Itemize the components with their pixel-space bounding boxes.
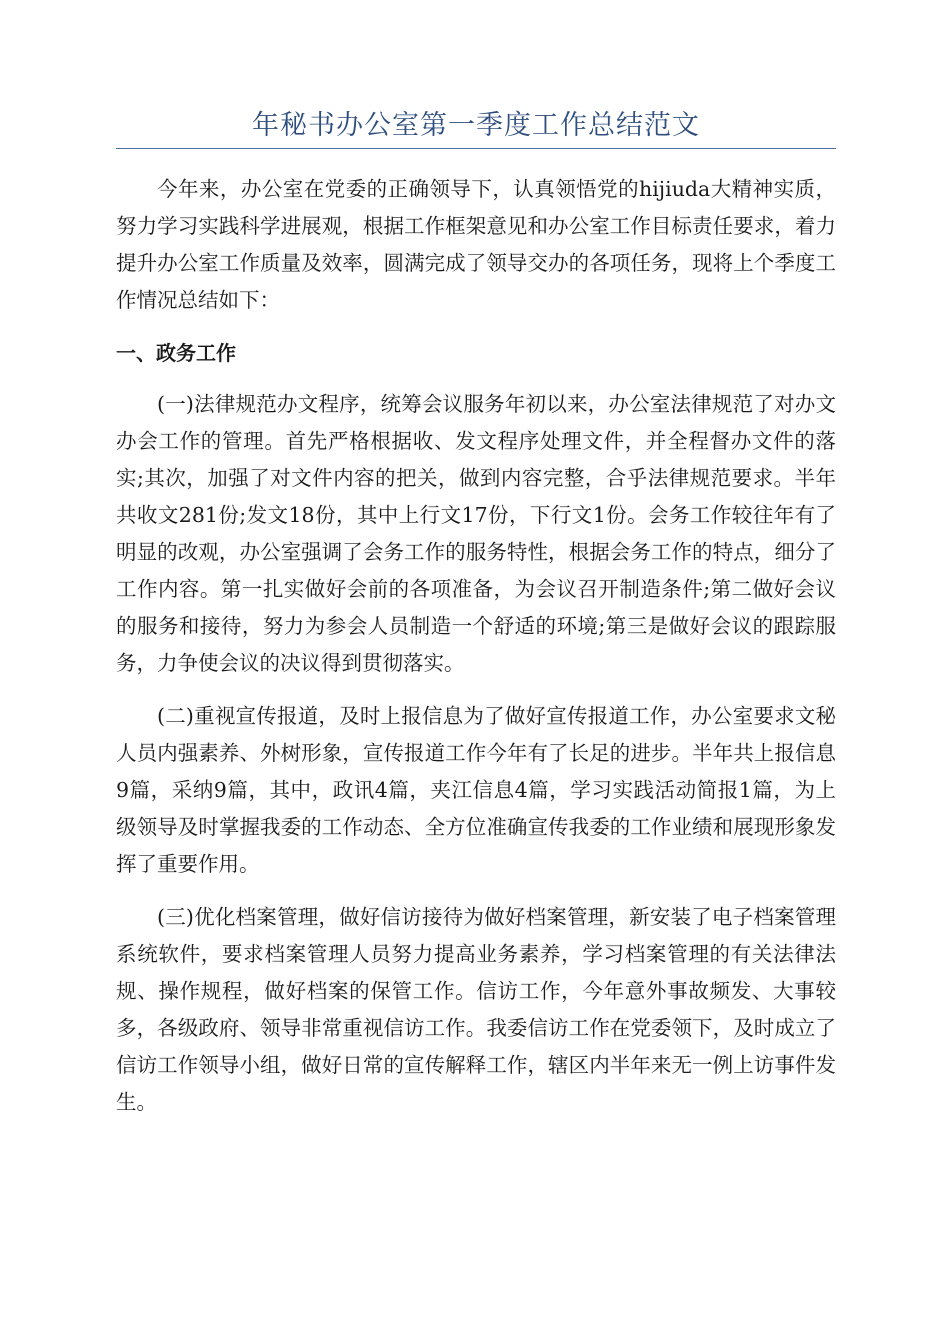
section-heading: 一、政务工作 <box>116 341 236 365</box>
document-page <box>116 108 836 1137</box>
paragraph-2: (二)重视宣传报道，及时上报信息为了做好宣传报道工作，办公室要求文秘人员内强素养、外树形象，宣传报道工作今年有了长足的进步。半年共上报信息9篇，采纳9篇，其中，政讯4篇，夹江信息4篇，学习实践活动简报1篇，为上级领导及时掌握我委的工作动态、全方位准确宣传我委的工作业绩和展现形象发挥了重要作用。 <box>116 704 836 876</box>
intro-paragraph: 今年来，办公室在党委的正确领导下，认真领悟党的hijiuda大精神实质，努力学习实践科学进展观，根据工作框架意见和办公室工作目标责任要求，着力提升办公室工作质量及效率，圆满完成了领导交办的各项任务，现将上个季度工作情况总结如下： <box>116 177 836 312</box>
title-block <box>116 108 836 149</box>
paragraph-1: (一)法律规范办文程序，统筹会议服务年初以来，办公室法律规范了对办文办会工作的管理。首先严格根据收、发文程序处理文件，并全程督办文件的落实;其次，加强了对文件内容的把关，做到内容完整，合乎法律规范要求。半年共收文281份;发文18份，其中上行文17份，下行文1份。会务工作较往年有了明显的改观，办公室强调了会务工作的服务特性，根据会务工作的特点，细分了工作内容。第一扎实做好会前的各项准备，为会议召开制造条件;第二做好会议的服务和接待，努力为参会人员制造一个舒适的环境;第三是做好会议的跟踪服务，力争使会议的决议得到贯彻落实。 <box>116 392 836 675</box>
paragraph-3: (三)优化档案管理，做好信访接待为做好档案管理，新安装了电子档案管理系统软件，要求档案管理人员努力提高业务素养，学习档案管理的有关法律法规、操作规程，做好档案的保管工作。信访工作，今年意外事故频发、大事较多，各级政府、领导非常重视信访工作。我委信访工作在党委领下，及时成立了信访工作领导小组，做好日常的宣传解释工作，辖区内半年来无一例上访事件发生。 <box>116 905 836 1114</box>
page-title: 年秘书办公室第一季度工作总结范文 <box>252 110 700 141</box>
